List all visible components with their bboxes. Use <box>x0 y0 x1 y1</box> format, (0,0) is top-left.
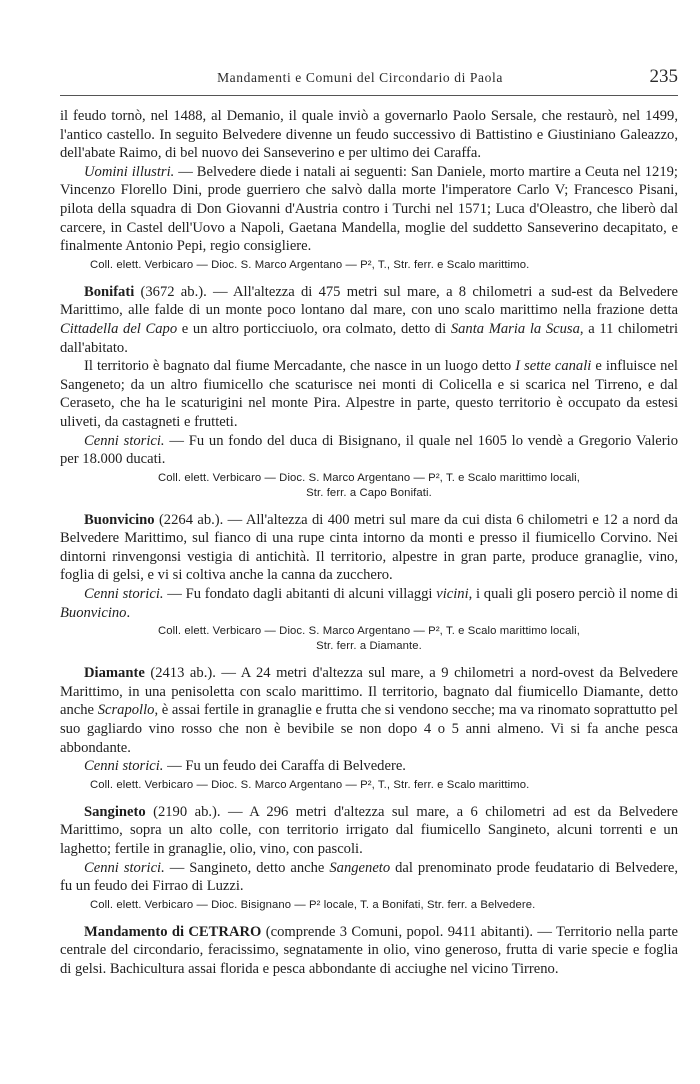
electoral-note-bonifati <box>60 471 678 501</box>
page-body <box>60 107 678 979</box>
electoral-note-buonvicino <box>60 624 678 654</box>
electoral-note-belvedere: Coll. elett. Verbicaro — Dioc. S. Marco Argentano — P², T., Str. ferr. e Scalo marittimo. <box>90 258 530 271</box>
place-italic: I sette canali <box>515 358 592 375</box>
entry-bonifati <box>60 283 678 357</box>
paragraph-sangineto-history <box>60 859 678 896</box>
entry-text: — Fu un feudo dei Caraffa di Belvedere. <box>163 758 406 775</box>
note-line: Str. ferr. a Diamante. <box>316 640 422 653</box>
note-line: Coll. elett. Verbicaro — Dioc. S. Marco Argentano — P², T. e Scalo marittimo locali, <box>158 471 580 484</box>
note-line: Coll. elett. Verbicaro — Dioc. S. Marco Argentano — P², T. e Scalo marittimo locali, <box>158 625 580 638</box>
entry-text: e influisce nel Sangeneto; da un altro fiumicello che scaturisce nei monti di Colicella e si scarica nel Tirreno, e dal Ceraseto, che ha le scaturigini nel monte Pira. Alpestre in parte, questo territorio è occupato da estesi uliveti, da castagneti e frutteti. <box>60 358 678 430</box>
header-rule <box>60 95 678 96</box>
entry-diamante <box>60 664 678 757</box>
note-line: Str. ferr. a Capo Bonifati. <box>306 486 432 499</box>
entry-text: — Fu fondato dagli abitanti di alcuni villaggi <box>163 586 437 603</box>
entry-text: e un altro porticciuolo, ora colmato, detto di <box>177 320 451 337</box>
paragraph-diamante-history <box>60 757 678 776</box>
electoral-note-diamante: Coll. elett. Verbicaro — Dioc. S. Marco Argentano — P², T., Str. ferr. e Scalo marittimo. <box>90 778 530 791</box>
paragraph-illustrious-men <box>60 163 678 256</box>
entry-text: — Sangineto, detto anche <box>164 859 330 876</box>
label-uomini-illustri: Uomini illustri. <box>84 163 175 180</box>
text-uomini-illustri: — Belvedere diede i natali ai seguenti: San Daniele, morto martire a Ceuta nel 1219; Vincenzo Florello Dini, prode guerriero che salvò dalla morte l'imperatore Carlo V; Francesco Pisani, pilota della squadra di Don Giovanni d'Austria contro i Turchi nel 1571; Luca d'Oleastro, che liberò dal carcere, in Castel dell'Uovo a Napoli, Gaetana Mandella, moglie del suddetto Sanseverino decapitato, e finalmente Antonio Pepi, regio consigliere. <box>60 163 678 255</box>
entry-text: Il territorio è bagnato dal fiume Mercadante, che nasce in un luogo detto <box>84 358 516 375</box>
place-name-diamante: Diamante <box>84 665 145 682</box>
place-italic: Buonvicino <box>60 604 127 621</box>
paragraph-bonifati-history <box>60 432 678 469</box>
page-number: 235 <box>649 66 678 87</box>
place-name-sangineto: Sangineto <box>84 803 146 820</box>
entry-text: , è assai fertile in granaglie e frutta che si vendono secche; ma va rinomato soprattutto pel suo gagliardo vino rosso che non è bevibile se non dopo 4 o 5 anni almeno. Vi si fa anche pesca abbondante. <box>60 702 678 756</box>
paragraph-belvedere-history: il feudo tornò, nel 1488, al Demanio, il quale inviò a governarlo Paolo Sersale, che restaurò, nel 1499, l'antico castello. In seguito Belvedere divenne un feudo successivo di Battistino e Giustiniano Galeazzo, dell'abate Raimo, di bel nuovo dei Sanseverino e per ultimo dei Caraffa. <box>60 108 678 162</box>
place-name-buonvicino: Buonvicino <box>84 511 155 528</box>
place-italic: Sangeneto <box>329 859 391 876</box>
entry-text: — Fu un fondo del duca di Bisignano, il quale nel 1605 lo vendè a Gregorio Valerio per 18.000 ducati. <box>60 432 678 468</box>
mandamento-name-cetraro: Mandamento di CETRARO <box>84 923 262 940</box>
label-cenni-storici: Cenni storici. <box>84 586 164 603</box>
paragraph-bonifati-territory <box>60 357 678 431</box>
entry-text: (2413 ab.). — A 24 metri d'altezza sul mare, a 9 chilometri a nord-ovest da Belvedere Marittimo, in una penisoletta con scalo marittimo. Il territorio, bagnato dal fiumicello Diamante, detto anche <box>60 665 678 719</box>
entry-mandamento-cetraro <box>60 923 678 979</box>
running-title: Mandamenti e Comuni del Circondario di Paola <box>217 70 503 85</box>
entry-text: , a 11 chilometri dall'abitato. <box>60 320 678 356</box>
entry-text: (3672 ab.). — All'altezza di 475 metri sul mare, a 8 chilometri a sud-est da Belvedere Marittimo, alle falde di un monte poco lontano dal mare, con uno scalo marittimo nella frazione detta <box>60 283 678 319</box>
entry-buonvicino <box>60 511 678 585</box>
entry-text: (2190 ab.). — A 296 metri d'altezza sul mare, a 6 chilometri ad est da Belvedere Marittimo, sopra un alto colle, con territorio irrigato dal fiumicello Sangineto, alcuni torrenti e un laghetto; fertile in granaglie, olio, vino, con pascoli. <box>60 803 678 857</box>
paragraph-buonvicino-history <box>60 585 678 622</box>
place-italic: Cittadella del Capo <box>60 320 178 337</box>
place-italic: vicini <box>436 586 469 603</box>
place-italic: Scrapollo <box>97 702 155 719</box>
entry-text: , i quali gli posero perciò il nome di <box>468 586 678 603</box>
entry-sangineto <box>60 803 678 859</box>
place-name-bonifati: Bonifati <box>84 283 135 300</box>
running-header <box>60 66 678 92</box>
place-italic: Santa Maria la Scusa <box>450 320 580 337</box>
entry-text: (2264 ab.). — All'altezza di 400 metri sul mare da cui dista 6 chilometri e 12 a nord da Belvedere Marittimo, sul fianco di una rupe cinta intorno da monti e presso il fiumicello Corvino. Nei dintorni rinvengonsi vestigia di antichità. Il territorio, alpestre in gran parte, produce granaglie, vino, foglia di gelsi, e vi si coltiva anche la canna da zucchero. <box>60 511 678 584</box>
label-cenni-storici: Cenni storici. <box>84 758 164 775</box>
label-cenni-storici: Cenni storici. <box>84 432 165 449</box>
label-cenni-storici: Cenni storici. <box>84 859 165 876</box>
entry-text: dal prenominato prode feudatario di Belvedere, fu un feudo dei Firrao di Luzzi. <box>60 859 678 895</box>
electoral-note-sangineto: Coll. elett. Verbicaro — Dioc. Bisignano — P² locale, T. a Bonifati, Str. ferr. a Belvedere. <box>90 898 536 911</box>
entry-text: (comprende 3 Comuni, popol. 9411 abitanti). — Territorio nella parte centrale del circondario, feracissimo, segnatamente in olio, vino generoso, frutta di varie specie e foglia di gelsi. Bachicultura assai florida e pesca abbondante di acciughe nel vicino Tirreno. <box>60 923 679 977</box>
entry-text: . <box>126 604 131 621</box>
